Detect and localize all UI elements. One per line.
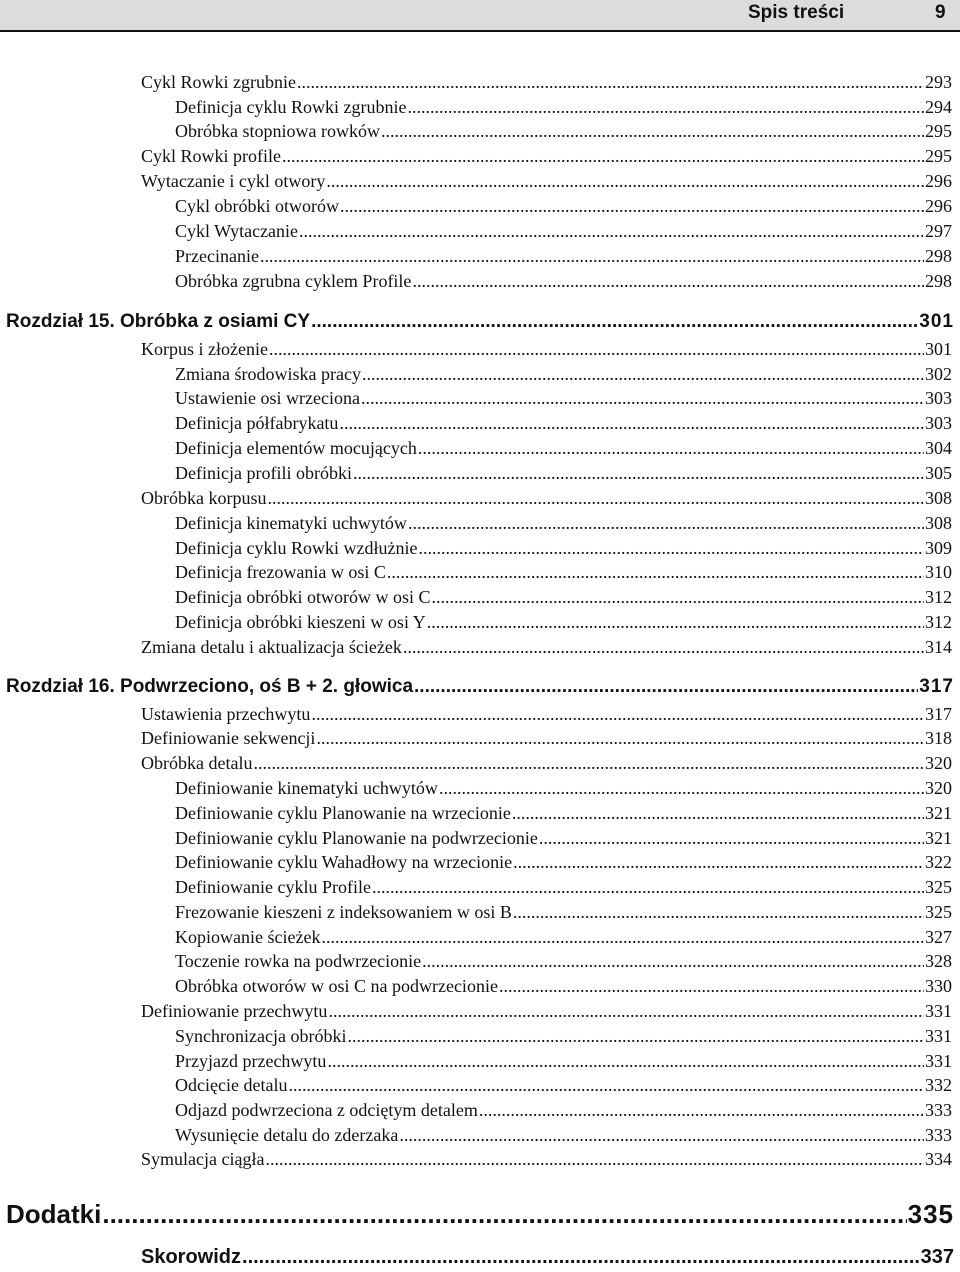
dot-leader (340, 196, 924, 217)
toc-entry-section[interactable] (141, 171, 952, 192)
dot-leader (328, 1001, 924, 1022)
toc-entry-label: Kopiowanie ścieżek (175, 927, 321, 947)
toc-entry-label: Definiowanie cyklu Planowanie na podwrzecionie (175, 828, 538, 848)
toc-entry-page-number: 325 (925, 877, 952, 897)
toc-entry-page-number: 331 (925, 1051, 952, 1071)
dot-leader (427, 612, 924, 633)
toc-entry-subsection[interactable] (175, 877, 952, 898)
dot-leader (499, 976, 924, 997)
toc-entry-section[interactable] (141, 1149, 952, 1170)
toc-entry-label: Korpus i złożenie (141, 339, 268, 359)
toc-entry-page-number: 310 (925, 562, 952, 582)
toc-entry-label: Rozdział 15. Obróbka z osiami CY (6, 311, 311, 332)
toc-entry-page-number: 321 (925, 803, 952, 823)
toc-entry-subsection[interactable] (175, 1051, 952, 1072)
toc-entry-label: Wytaczanie i cykl otwory (141, 171, 326, 191)
toc-entry-label: Odcięcie detalu (175, 1075, 288, 1095)
toc-entry-label: Definiowanie sekwencji (141, 728, 316, 748)
toc-entry-page-number: 304 (925, 438, 952, 458)
toc-entry-page-number: 303 (925, 413, 952, 433)
dot-leader (316, 728, 924, 749)
toc-entry-section[interactable] (141, 488, 952, 509)
toc-entry-page-number: 293 (925, 72, 952, 92)
toc-entry-label: Definiowanie cyklu Planowanie na wrzecionie (175, 803, 511, 823)
toc-entry-subsection[interactable] (175, 513, 952, 534)
toc-entry-page-number: 301 (925, 339, 952, 359)
dot-leader (311, 704, 924, 725)
dot-leader (387, 562, 924, 583)
toc-entry-label: Obróbka korpusu (141, 488, 267, 508)
toc-entry-label: Definicja frezowania w osi C (175, 562, 386, 582)
dot-leader (513, 902, 924, 923)
dot-leader (418, 538, 924, 559)
dot-leader (372, 877, 924, 898)
toc-entry-page-number: 317 (925, 704, 952, 724)
toc-entry-chapter[interactable] (6, 311, 954, 333)
dot-leader (381, 121, 924, 142)
dot-leader (242, 1246, 920, 1269)
toc-entry-page-number: 314 (925, 637, 952, 657)
dot-leader (408, 513, 924, 534)
toc-entry-chapter[interactable] (6, 676, 954, 698)
toc-entry-page-number: 305 (925, 463, 952, 483)
toc-entry-subsection[interactable] (175, 976, 952, 997)
dot-leader (479, 1100, 924, 1121)
dot-leader (418, 438, 924, 459)
toc-entry-index[interactable] (141, 1246, 954, 1269)
toc-entry-label: Obróbka otworów w osi C na podwrzecionie (175, 976, 498, 996)
toc-entry-page-number: 335 (907, 1199, 954, 1229)
toc-entry-page-number: 333 (925, 1125, 952, 1145)
dot-leader (414, 676, 918, 698)
dot-leader (539, 828, 924, 849)
toc-entry-section[interactable] (141, 728, 952, 749)
dot-leader (269, 339, 924, 360)
dot-leader (407, 97, 924, 118)
toc-entry-subsection[interactable] (175, 1100, 952, 1121)
toc-entry-page-number: 296 (925, 171, 952, 191)
toc-entry-page-number: 303 (925, 388, 952, 408)
dot-leader (267, 488, 924, 509)
toc-entry-page-number: 320 (925, 753, 952, 773)
dot-leader (361, 388, 924, 409)
toc-entry-section[interactable] (141, 146, 952, 167)
toc-entry-page-number: 318 (925, 728, 952, 748)
toc-entry-page-number: 327 (925, 927, 952, 947)
dot-leader (512, 803, 924, 824)
toc-entry-subsection[interactable] (175, 587, 952, 608)
toc-entry-page-number: 331 (925, 1001, 952, 1021)
toc-entry-page-number: 322 (925, 852, 952, 872)
toc-entry-label: Skorowidz (141, 1246, 242, 1268)
toc-entry-page-number: 302 (925, 364, 952, 384)
toc-entry-label: Definicja obróbki otworów w osi C (175, 587, 431, 607)
toc-entry-page-number: 332 (925, 1075, 952, 1095)
toc-entry-label: Zmiana detalu i aktualizacja ścieżek (141, 637, 402, 657)
dot-leader (412, 271, 924, 292)
dot-leader (299, 221, 924, 242)
toc-entry-subsection[interactable] (175, 97, 952, 118)
toc-entry-subsection[interactable] (175, 388, 952, 409)
toc-entry-label: Cykl Rowki profile (141, 146, 281, 166)
toc-entry-subsection[interactable] (175, 221, 952, 242)
toc-entry-page-number: 295 (925, 146, 952, 166)
toc-entry-subsection[interactable] (175, 778, 952, 799)
toc-entry-label: Dodatki (6, 1199, 102, 1229)
toc-entry-subsection[interactable] (175, 951, 952, 972)
toc-entry-subsection[interactable] (175, 852, 952, 873)
toc-entry-label: Definicja cyklu Rowki zgrubnie (175, 97, 407, 117)
dot-leader (353, 463, 924, 484)
toc-entry-section[interactable] (141, 704, 952, 725)
dot-leader (347, 1026, 924, 1047)
toc-entry-page-number: 321 (925, 828, 952, 848)
dot-leader (513, 852, 924, 873)
toc-entry-part[interactable] (6, 1199, 954, 1230)
toc-entry-label: Cykl Rowki zgrubnie (141, 72, 296, 92)
toc-entry-page-number: 337 (920, 1246, 954, 1268)
toc-entry-subsection[interactable] (175, 1075, 952, 1096)
dot-leader (326, 171, 924, 192)
toc-entry-label: Definicja profili obróbki (175, 463, 352, 483)
toc-entry-label: Zmiana środowiska pracy (175, 364, 361, 384)
toc-entry-page-number: 317 (919, 676, 954, 697)
toc-entry-label: Toczenie rowka na podwrzecionie (175, 951, 422, 971)
toc-entry-page-number: 308 (925, 513, 952, 533)
header-page-number: 9 (935, 2, 946, 23)
dot-leader (422, 951, 924, 972)
dot-leader (265, 1149, 924, 1170)
toc-entry-page-number: 297 (925, 221, 952, 241)
toc-entry-label: Definicja kinematyki uchwytów (175, 513, 407, 533)
toc-entry-subsection[interactable] (175, 121, 952, 142)
toc-entry-label: Cykl obróbki otworów (175, 196, 339, 216)
toc-entry-label: Wysunięcie detalu do zderzaka (175, 1125, 399, 1145)
toc-entry-label: Definicja obróbki kieszeni w osi Y (175, 612, 426, 632)
toc-entry-subsection[interactable] (175, 196, 952, 217)
toc-entry-label: Obróbka stopniowa rowków (175, 121, 380, 141)
toc-entry-subsection[interactable] (175, 828, 952, 849)
toc-entry-page-number: 308 (925, 488, 952, 508)
toc-entry-subsection[interactable] (175, 364, 952, 385)
dot-leader (399, 1125, 924, 1146)
toc-entry-label: Obróbka zgrubna cyklem Profile (175, 271, 412, 291)
toc-entry-subsection[interactable] (175, 1125, 952, 1146)
toc-entry-section[interactable] (141, 1001, 952, 1022)
toc-entry-subsection[interactable] (175, 927, 952, 948)
toc-entry-label: Rozdział 16. Podwrzeciono, oś B + 2. głowica (6, 676, 414, 697)
dot-leader (253, 753, 924, 774)
toc-entry-subsection[interactable] (175, 902, 952, 923)
dot-leader (311, 311, 918, 333)
toc-entry-label: Definiowanie kinematyki uchwytów (175, 778, 438, 798)
dot-leader (321, 927, 924, 948)
toc-entry-subsection[interactable] (175, 246, 952, 267)
toc-entry-page-number: 320 (925, 778, 952, 798)
toc-entry-section[interactable] (141, 753, 952, 774)
dot-leader (102, 1199, 906, 1230)
toc-entry-subsection[interactable] (175, 1026, 952, 1047)
toc-entry-subsection[interactable] (175, 612, 952, 633)
toc-entry-page-number: 312 (925, 612, 952, 632)
toc-entry-section[interactable] (141, 339, 952, 360)
toc-entry-subsection[interactable] (175, 803, 952, 824)
toc-entry-subsection[interactable] (175, 463, 952, 484)
toc-entry-section[interactable] (141, 72, 952, 93)
toc-entry-label: Definiowanie przechwytu (141, 1001, 328, 1021)
dot-leader (362, 364, 924, 385)
toc-entry-label: Definiowanie cyklu Wahadłowy na wrzecionie (175, 852, 513, 872)
toc-entry-label: Cykl Wytaczanie (175, 221, 299, 241)
toc-entry-page-number: 328 (925, 951, 952, 971)
dot-leader (439, 778, 924, 799)
dot-leader (339, 413, 924, 434)
toc-entry-label: Definiowanie cyklu Profile (175, 877, 371, 897)
dot-leader (297, 72, 924, 93)
toc-entry-label: Obróbka detalu (141, 753, 253, 773)
toc-entry-subsection[interactable] (175, 538, 952, 559)
toc-entry-page-number: 325 (925, 902, 952, 922)
toc-entry-section[interactable] (141, 637, 952, 658)
toc-entry-label: Definicja półfabrykatu (175, 413, 339, 433)
header-title: Spis treści (748, 2, 845, 23)
dot-leader (327, 1051, 924, 1072)
dot-leader (431, 587, 924, 608)
toc-entry-subsection[interactable] (175, 271, 952, 292)
toc-entry-page-number: 334 (925, 1149, 952, 1169)
toc-entry-label: Przecinanie (175, 246, 259, 266)
toc-entry-label: Definicja cyklu Rowki wzdłużnie (175, 538, 418, 558)
dot-leader (403, 637, 924, 658)
toc-entry-subsection[interactable] (175, 438, 952, 459)
toc-entry-page-number: 309 (925, 538, 952, 558)
toc-entry-label: Ustawienia przechwytu (141, 704, 311, 724)
toc-entry-page-number: 330 (925, 976, 952, 996)
toc-entry-label: Frezowanie kieszeni z indeksowaniem w osi B (175, 902, 512, 922)
dot-leader (288, 1075, 924, 1096)
toc-entry-page-number: 331 (925, 1026, 952, 1046)
dot-leader (260, 246, 924, 267)
toc-entry-page-number: 301 (919, 311, 954, 332)
toc-entry-label: Definicja elementów mocujących (175, 438, 417, 458)
toc-entry-label: Ustawienie osi wrzeciona (175, 388, 360, 408)
toc-entry-page-number: 298 (925, 271, 952, 291)
running-header (0, 0, 960, 32)
toc-entry-subsection[interactable] (175, 413, 952, 434)
toc-entry-label: Odjazd podwrzeciona z odciętym detalem (175, 1100, 478, 1120)
toc-entry-label: Przyjazd przechwytu (175, 1051, 327, 1071)
toc-entry-page-number: 295 (925, 121, 952, 141)
toc-entry-subsection[interactable] (175, 562, 952, 583)
toc-entry-page-number: 294 (925, 97, 952, 117)
toc-entry-page-number: 333 (925, 1100, 952, 1120)
toc-entry-page-number: 298 (925, 246, 952, 266)
toc-entry-page-number: 312 (925, 587, 952, 607)
toc-entry-label: Symulacja ciągła (141, 1149, 265, 1169)
dot-leader (282, 146, 924, 167)
toc-entry-page-number: 296 (925, 196, 952, 216)
toc-entry-label: Synchronizacja obróbki (175, 1026, 347, 1046)
